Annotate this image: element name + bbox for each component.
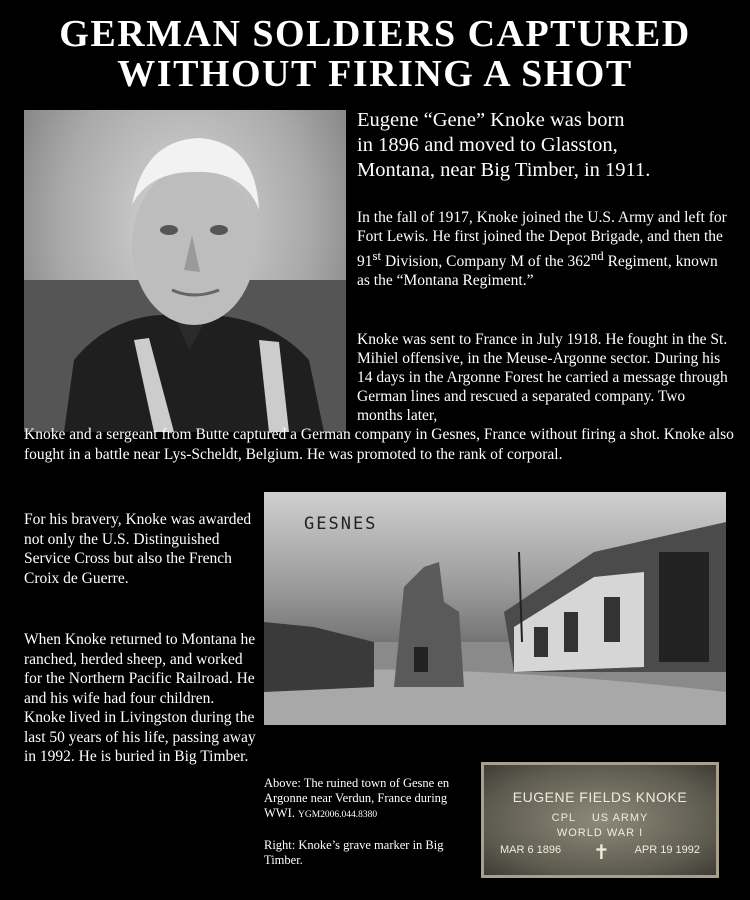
- caption-grave-marker: Right: Knoke’s grave marker in Big Timber.: [264, 838, 444, 867]
- gesnes-ruins-photo: [264, 492, 726, 725]
- page-title: [0, 14, 750, 94]
- title-line-2: WITHOUT FIRING A SHOT: [117, 53, 633, 95]
- plaque-war: WORLD WAR I: [556, 827, 644, 839]
- caption-accession-number: YGM2006.044.8380: [298, 810, 378, 820]
- intro-line-3: Montana, near Big Timber, in 1911.: [357, 159, 651, 181]
- plaque-birth-date: MAR 6 1896: [500, 844, 562, 856]
- paragraph-france-part1: Knoke was sent to France in July 1918. He fought in the St. Mihiel offensive, in the Meuse-Argonne sector. During his 14 days in the Argonne Forest he carried a message through German lines and rescued a separated company. Two months later,: [357, 331, 728, 424]
- p1-sup-nd: nd: [590, 248, 604, 263]
- caption-gesnes-text: Above: The ruined town of Gesne en Argonne near Verdun, France during WWI.: [264, 776, 450, 820]
- p1-text-a: In the fall of 1917, Knoke joined the U.S. Army and left for Fort Lewis. He first joined the Depot Brigade, and then the 91: [357, 209, 727, 271]
- p1-text-c: Regiment, known as the “Montana Regiment.”: [357, 253, 718, 290]
- portrait-photo: [24, 110, 346, 432]
- paragraph-later-life: When Knoke returned to Montana he ranched, herded sheep, and worked for the Northern Pacific Railroad. He and his wife had four children. Knoke lived in Livingston during the last 50 years of his life, passing away in 1992. He is buried in Big Timber.: [24, 631, 256, 765]
- grave-marker-photo: [481, 762, 719, 878]
- cross-icon: ✝: [593, 842, 610, 864]
- intro-line-1: Eugene “Gene” Knoke was born: [357, 109, 625, 131]
- plaque-death-date: APR 19 1992: [634, 844, 700, 856]
- plaque-rank: CPL US ARMY: [551, 812, 649, 824]
- p1-sup-st: st: [372, 248, 382, 263]
- caption-gesnes: [264, 776, 474, 823]
- paragraph-france-part2: Knoke and a sergeant from Butte captured a German company in Gesnes, France without firing a shot. Knoke also fought in a battle near Lys-Scheldt, Belgium. He was promoted to the rank of corporal.: [24, 426, 734, 463]
- intro-line-2: in 1896 and moved to Glasston,: [357, 134, 618, 156]
- p1-text-b: Division, Company M of the 362: [381, 253, 591, 271]
- paragraph-bravery: For his bravery, Knoke was awarded not only the U.S. Distinguished Service Cross but also the French Croix de Guerre.: [24, 511, 252, 587]
- plaque-name: EUGENE FIELDS KNOKE: [512, 789, 688, 805]
- gesnes-handwritten-label: GESNES: [304, 514, 378, 534]
- title-line-1: GERMAN SOLDIERS CAPTURED: [59, 13, 691, 55]
- portrait-illustration: [24, 110, 346, 432]
- intro-heading: [357, 108, 737, 183]
- paragraph-army-service: [357, 208, 732, 290]
